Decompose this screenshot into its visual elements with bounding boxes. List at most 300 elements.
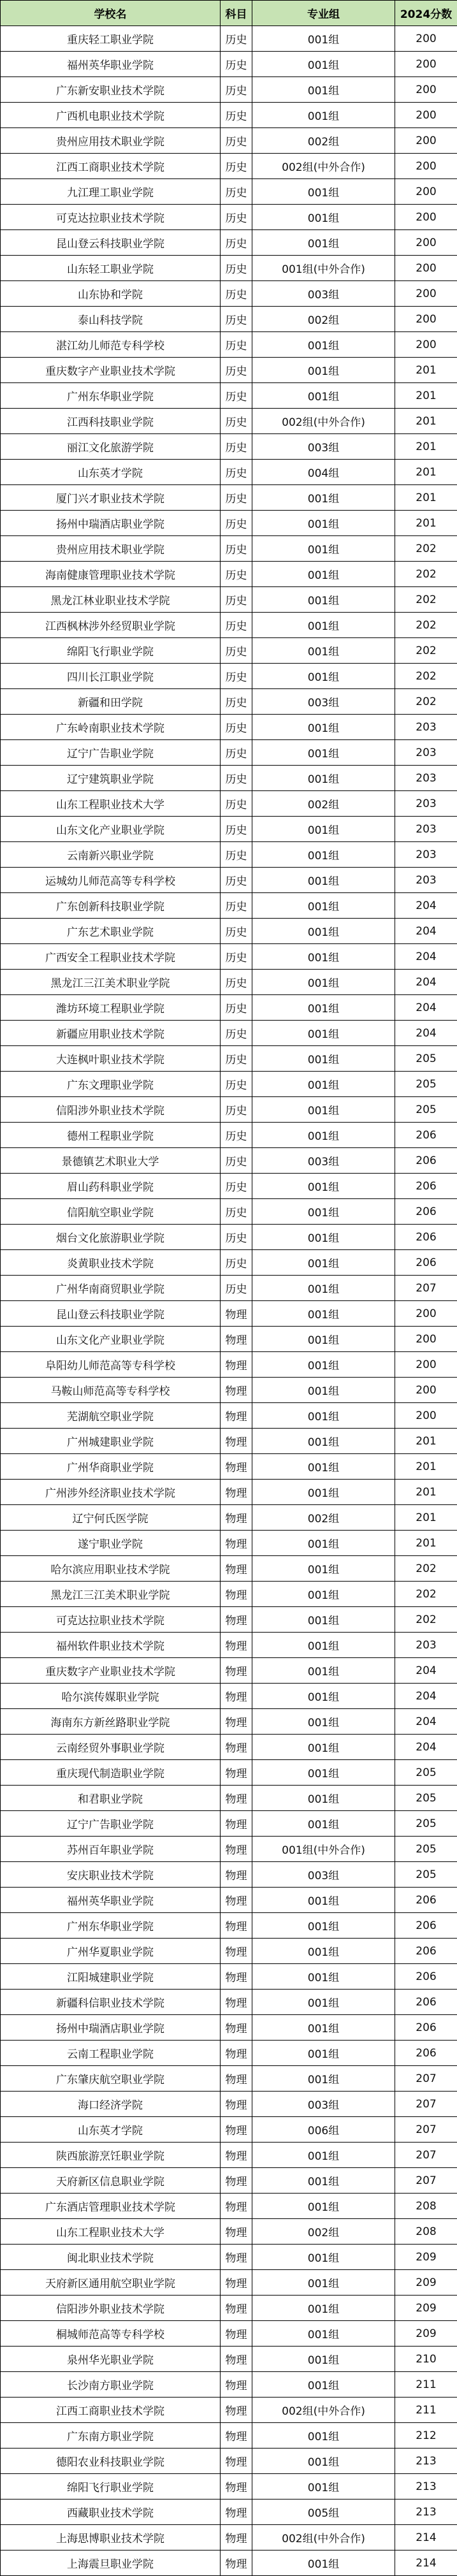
- subject-cell: 物理: [221, 1786, 252, 1811]
- school-name-cell: 阜阳幼儿师范高等专科学校: [1, 1352, 221, 1378]
- subject-cell: 物理: [221, 1556, 252, 1582]
- table-row: [1, 536, 457, 562]
- table-body: [1, 26, 457, 2576]
- table-row: [1, 740, 457, 766]
- score-cell: 207: [395, 2143, 457, 2168]
- school-name-cell: 广州涉外经济职业技术学院: [1, 1480, 221, 1505]
- score-cell: 207: [395, 1276, 457, 1301]
- major-group-cell: 001组: [252, 817, 395, 842]
- table-row: [1, 2449, 457, 2474]
- major-group-cell: 001组: [252, 1658, 395, 1684]
- school-name-cell: 新疆和田学院: [1, 689, 221, 715]
- school-name-cell: 苏州百年职业学院: [1, 1837, 221, 1862]
- score-cell: 206: [395, 1990, 457, 2015]
- major-group-cell: 001组: [252, 2041, 395, 2066]
- subject-cell: 物理: [221, 2168, 252, 2194]
- subject-cell: 物理: [221, 1301, 252, 1327]
- table-row: [1, 256, 457, 281]
- school-name-cell: 辽宁广告职业学院: [1, 740, 221, 766]
- school-name-cell: 潍坊环境工程职业学院: [1, 995, 221, 1021]
- score-cell: 213: [395, 2500, 457, 2525]
- subject-cell: 物理: [221, 2143, 252, 2168]
- subject-cell: 历史: [221, 664, 252, 689]
- subject-cell: 历史: [221, 944, 252, 970]
- column-header-subject: 科目: [221, 1, 252, 26]
- score-cell: 211: [395, 2398, 457, 2423]
- table-row: [1, 1352, 457, 1378]
- school-name-cell: 哈尔滨应用职业技术学院: [1, 1556, 221, 1582]
- table-row: [1, 1939, 457, 1964]
- major-group-cell: 001组: [252, 1633, 395, 1658]
- subject-cell: 历史: [221, 995, 252, 1021]
- school-name-cell: 西藏职业技术学院: [1, 2500, 221, 2525]
- major-group-cell: 001组: [252, 740, 395, 766]
- subject-cell: 历史: [221, 740, 252, 766]
- score-cell: 205: [395, 1760, 457, 1786]
- score-cell: 205: [395, 1811, 457, 1837]
- major-group-cell: 001组: [252, 1735, 395, 1760]
- major-group-cell: 001组: [252, 2423, 395, 2449]
- major-group-cell: 001组: [252, 587, 395, 613]
- school-name-cell: 重庆数字产业职业技术学院: [1, 1658, 221, 1684]
- major-group-cell: 002组(中外合作): [252, 2398, 395, 2423]
- major-group-cell: 001组: [252, 1531, 395, 1556]
- school-name-cell: 泉州华光职业学院: [1, 2347, 221, 2372]
- subject-cell: 物理: [221, 2092, 252, 2117]
- major-group-cell: 001组: [252, 2372, 395, 2398]
- major-group-cell: 001组: [252, 868, 395, 893]
- school-name-cell: 福州英华职业学院: [1, 52, 221, 77]
- subject-cell: 物理: [221, 1505, 252, 1531]
- major-group-cell: 002组(中外合作): [252, 154, 395, 179]
- subject-cell: 物理: [221, 2041, 252, 2066]
- score-cell: 205: [395, 1837, 457, 1862]
- table-row: [1, 2117, 457, 2143]
- table-row: [1, 1276, 457, 1301]
- table-row: [1, 1531, 457, 1556]
- subject-cell: 物理: [221, 2117, 252, 2143]
- score-cell: 206: [395, 1913, 457, 1939]
- score-cell: 208: [395, 2194, 457, 2219]
- school-name-cell: 黑龙江三江美术职业学院: [1, 970, 221, 995]
- major-group-cell: 006组: [252, 2117, 395, 2143]
- school-name-cell: 扬州中瑞酒店职业学院: [1, 2015, 221, 2041]
- score-cell: 203: [395, 766, 457, 791]
- major-group-cell: 001组(中外合作): [252, 256, 395, 281]
- school-name-cell: 上海思博职业技术学院: [1, 2525, 221, 2551]
- school-name-cell: 信阳航空职业学院: [1, 1199, 221, 1225]
- column-header-2024-score: 2024分数: [395, 1, 457, 26]
- school-name-cell: 辽宁建筑职业学院: [1, 766, 221, 791]
- school-name-cell: 广东创新科技职业学院: [1, 893, 221, 919]
- major-group-cell: 001组: [252, 664, 395, 689]
- table-row: [1, 1429, 457, 1454]
- school-name-cell: 海南健康管理职业技术学院: [1, 562, 221, 587]
- table-header: [1, 1, 457, 26]
- table-row: [1, 128, 457, 154]
- score-cell: 208: [395, 2219, 457, 2245]
- school-name-cell: 广州东华职业学院: [1, 383, 221, 409]
- table-row: [1, 1301, 457, 1327]
- school-name-cell: 安庆职业技术学院: [1, 1862, 221, 1888]
- table-row: [1, 2245, 457, 2270]
- score-cell: 200: [395, 307, 457, 332]
- table-row: [1, 2270, 457, 2296]
- school-name-cell: 广州华商职业学院: [1, 1454, 221, 1480]
- subject-cell: 历史: [221, 587, 252, 613]
- table-row: [1, 2168, 457, 2194]
- school-name-cell: 泰山科技学院: [1, 307, 221, 332]
- major-group-cell: 001组: [252, 511, 395, 536]
- subject-cell: 物理: [221, 2321, 252, 2347]
- subject-cell: 物理: [221, 1862, 252, 1888]
- score-cell: 200: [395, 179, 457, 205]
- major-group-cell: 003组: [252, 2092, 395, 2117]
- school-name-cell: 山东文化产业职业学院: [1, 817, 221, 842]
- subject-cell: 物理: [221, 1990, 252, 2015]
- school-name-cell: 山东工程职业技术大学: [1, 791, 221, 817]
- table-row: [1, 1837, 457, 1862]
- subject-cell: 物理: [221, 2372, 252, 2398]
- subject-cell: 历史: [221, 817, 252, 842]
- subject-cell: 历史: [221, 358, 252, 383]
- table-row: [1, 154, 457, 179]
- table-row: [1, 1046, 457, 1072]
- school-name-cell: 云南工程职业学院: [1, 2041, 221, 2066]
- school-name-cell: 广西安全工程职业技术学院: [1, 944, 221, 970]
- major-group-cell: 001组: [252, 1046, 395, 1072]
- score-cell: 212: [395, 2423, 457, 2449]
- score-cell: 200: [395, 1378, 457, 1403]
- school-name-cell: 新疆科信职业技术学院: [1, 1990, 221, 2015]
- subject-cell: 历史: [221, 970, 252, 995]
- subject-cell: 物理: [221, 2398, 252, 2423]
- major-group-cell: 001组: [252, 103, 395, 128]
- major-group-cell: 001组: [252, 613, 395, 638]
- major-group-cell: 002组: [252, 128, 395, 154]
- score-cell: 200: [395, 1403, 457, 1429]
- subject-cell: 历史: [221, 103, 252, 128]
- table-row: [1, 2525, 457, 2551]
- table-row: [1, 1786, 457, 1811]
- table-row: [1, 2474, 457, 2500]
- score-cell: 205: [395, 1072, 457, 1097]
- table-row: [1, 307, 457, 332]
- table-row: [1, 995, 457, 1021]
- school-name-cell: 扬州中瑞酒店职业学院: [1, 511, 221, 536]
- table-row: [1, 2066, 457, 2092]
- school-name-cell: 上海震旦职业学院: [1, 2551, 221, 2576]
- major-group-cell: 001组: [252, 638, 395, 664]
- major-group-cell: 001组: [252, 893, 395, 919]
- school-name-cell: 九江理工职业学院: [1, 179, 221, 205]
- score-cell: 214: [395, 2525, 457, 2551]
- table-row: [1, 77, 457, 103]
- table-row: [1, 1811, 457, 1837]
- major-group-cell: 001组: [252, 1378, 395, 1403]
- table-row: [1, 1735, 457, 1760]
- table-row: [1, 1582, 457, 1607]
- subject-cell: 物理: [221, 1429, 252, 1454]
- subject-cell: 物理: [221, 2500, 252, 2525]
- subject-cell: 物理: [221, 1760, 252, 1786]
- school-name-cell: 海口经济学院: [1, 2092, 221, 2117]
- table-row: [1, 1505, 457, 1531]
- major-group-cell: 001组: [252, 1123, 395, 1148]
- table-row: [1, 1658, 457, 1684]
- major-group-cell: 001组: [252, 1072, 395, 1097]
- major-group-cell: 001组: [252, 52, 395, 77]
- score-cell: 214: [395, 2551, 457, 2576]
- subject-cell: 物理: [221, 1582, 252, 1607]
- table-row: [1, 970, 457, 995]
- table-row: [1, 689, 457, 715]
- school-name-cell: 长沙南方职业学院: [1, 2372, 221, 2398]
- major-group-cell: 001组: [252, 2347, 395, 2372]
- major-group-cell: 001组: [252, 2168, 395, 2194]
- subject-cell: 历史: [221, 842, 252, 868]
- subject-cell: 历史: [221, 1123, 252, 1148]
- table-row: [1, 179, 457, 205]
- table-row: [1, 2015, 457, 2041]
- major-group-cell: 001组: [252, 1582, 395, 1607]
- school-name-cell: 贵州应用技术职业学院: [1, 128, 221, 154]
- subject-cell: 历史: [221, 638, 252, 664]
- score-cell: 205: [395, 1046, 457, 1072]
- school-name-cell: 广州华南商贸职业学院: [1, 1276, 221, 1301]
- subject-cell: 物理: [221, 1709, 252, 1735]
- table-row: [1, 1378, 457, 1403]
- major-group-cell: 001组: [252, 536, 395, 562]
- subject-cell: 历史: [221, 689, 252, 715]
- table-row: [1, 1633, 457, 1658]
- subject-cell: 历史: [221, 715, 252, 740]
- score-cell: 202: [395, 1607, 457, 1633]
- score-cell: 201: [395, 383, 457, 409]
- school-name-cell: 丽江文化旅游学院: [1, 434, 221, 460]
- major-group-cell: 001组: [252, 1684, 395, 1709]
- table-row: [1, 2398, 457, 2423]
- subject-cell: 物理: [221, 2347, 252, 2372]
- score-cell: 201: [395, 1480, 457, 1505]
- major-group-cell: 001组: [252, 2194, 395, 2219]
- score-cell: 204: [395, 944, 457, 970]
- table-row: [1, 2321, 457, 2347]
- subject-cell: 历史: [221, 1021, 252, 1046]
- subject-cell: 物理: [221, 1378, 252, 1403]
- score-cell: 200: [395, 128, 457, 154]
- major-group-cell: 001组: [252, 1480, 395, 1505]
- major-group-cell: 004组: [252, 460, 395, 485]
- table-row: [1, 613, 457, 638]
- school-name-cell: 可克达拉职业技术学院: [1, 205, 221, 230]
- table-row: [1, 2143, 457, 2168]
- score-cell: 206: [395, 1148, 457, 1174]
- major-group-cell: 001组: [252, 766, 395, 791]
- major-group-cell: 001组: [252, 2245, 395, 2270]
- school-name-cell: 山东英才学院: [1, 2117, 221, 2143]
- subject-cell: 历史: [221, 256, 252, 281]
- table-row: [1, 1454, 457, 1480]
- subject-cell: 物理: [221, 2423, 252, 2449]
- school-name-cell: 重庆数字产业职业技术学院: [1, 358, 221, 383]
- subject-cell: 历史: [221, 307, 252, 332]
- major-group-cell: 001组: [252, 2270, 395, 2296]
- major-group-cell: 001组: [252, 2296, 395, 2321]
- table-row: [1, 1556, 457, 1582]
- subject-cell: 物理: [221, 2525, 252, 2551]
- school-name-cell: 德阳农业科技职业学院: [1, 2449, 221, 2474]
- table-row: [1, 460, 457, 485]
- score-cell: 202: [395, 562, 457, 587]
- subject-cell: 历史: [221, 1174, 252, 1199]
- table-row: [1, 1021, 457, 1046]
- score-cell: 200: [395, 230, 457, 256]
- score-cell: 200: [395, 256, 457, 281]
- subject-cell: 历史: [221, 409, 252, 434]
- school-name-cell: 昆山登云科技职业学院: [1, 1301, 221, 1327]
- score-cell: 200: [395, 1327, 457, 1352]
- score-cell: 205: [395, 1786, 457, 1811]
- major-group-cell: 001组: [252, 1429, 395, 1454]
- school-name-cell: 昆山登云科技职业学院: [1, 230, 221, 256]
- table-row: [1, 791, 457, 817]
- table-row: [1, 434, 457, 460]
- table-row: [1, 2092, 457, 2117]
- table-row: [1, 26, 457, 52]
- score-cell: 206: [395, 1888, 457, 1913]
- table-row: [1, 1250, 457, 1276]
- school-name-cell: 云南经贸外事职业学院: [1, 1735, 221, 1760]
- major-group-cell: 001组: [252, 1913, 395, 1939]
- score-cell: 206: [395, 2015, 457, 2041]
- subject-cell: 历史: [221, 77, 252, 103]
- subject-cell: 物理: [221, 1403, 252, 1429]
- score-cell: 206: [395, 2041, 457, 2066]
- table-row: [1, 1403, 457, 1429]
- subject-cell: 物理: [221, 1607, 252, 1633]
- school-name-cell: 大连枫叶职业技术学院: [1, 1046, 221, 1072]
- school-name-cell: 湛江幼儿师范专科学校: [1, 332, 221, 358]
- school-name-cell: 天府新区信息职业学院: [1, 2168, 221, 2194]
- school-name-cell: 广东肇庆航空职业学院: [1, 2066, 221, 2092]
- school-name-cell: 广州城建职业学院: [1, 1429, 221, 1454]
- subject-cell: 历史: [221, 383, 252, 409]
- major-group-cell: 001组: [252, 1327, 395, 1352]
- score-cell: 204: [395, 995, 457, 1021]
- score-cell: 200: [395, 281, 457, 307]
- score-cell: 201: [395, 460, 457, 485]
- school-name-cell: 马鞍山师范高等专科学校: [1, 1378, 221, 1403]
- score-cell: 200: [395, 103, 457, 128]
- school-name-cell: 黑龙江三江美术职业学院: [1, 1582, 221, 1607]
- subject-cell: 物理: [221, 1327, 252, 1352]
- table-row: [1, 2372, 457, 2398]
- score-cell: 205: [395, 1862, 457, 1888]
- school-name-cell: 哈尔滨传媒职业学院: [1, 1684, 221, 1709]
- major-group-cell: 001组: [252, 1556, 395, 1582]
- major-group-cell: 001组: [252, 1964, 395, 1990]
- major-group-cell: 001组: [252, 2143, 395, 2168]
- score-cell: 203: [395, 1633, 457, 1658]
- table-row: [1, 1148, 457, 1174]
- major-group-cell: 002组(中外合作): [252, 2525, 395, 2551]
- subject-cell: 历史: [221, 1046, 252, 1072]
- school-name-cell: 天府新区通用航空职业学院: [1, 2270, 221, 2296]
- score-cell: 206: [395, 1939, 457, 1964]
- subject-cell: 历史: [221, 179, 252, 205]
- school-name-cell: 重庆现代制造职业学院: [1, 1760, 221, 1786]
- major-group-cell: 001组: [252, 1403, 395, 1429]
- major-group-cell: 001组: [252, 332, 395, 358]
- school-name-cell: 黑龙江林业职业技术学院: [1, 587, 221, 613]
- table-row: [1, 2500, 457, 2525]
- score-cell: 200: [395, 332, 457, 358]
- subject-cell: 历史: [221, 613, 252, 638]
- school-name-cell: 江西科技职业学院: [1, 409, 221, 434]
- score-cell: 201: [395, 1505, 457, 1531]
- score-cell: 206: [395, 1225, 457, 1250]
- subject-cell: 物理: [221, 1811, 252, 1837]
- subject-cell: 物理: [221, 1684, 252, 1709]
- table-row: [1, 1709, 457, 1735]
- score-cell: 205: [395, 1097, 457, 1123]
- school-name-cell: 贵州应用技术职业学院: [1, 536, 221, 562]
- major-group-cell: 001组: [252, 2551, 395, 2576]
- subject-cell: 物理: [221, 1964, 252, 1990]
- major-group-cell: 001组: [252, 1250, 395, 1276]
- major-group-cell: 001组: [252, 1607, 395, 1633]
- score-cell: 203: [395, 791, 457, 817]
- major-group-cell: 001组: [252, 1811, 395, 1837]
- score-cell: 203: [395, 817, 457, 842]
- score-cell: 203: [395, 740, 457, 766]
- table-row: [1, 485, 457, 511]
- major-group-cell: 001组: [252, 1786, 395, 1811]
- school-name-cell: 江西枫林涉外经贸职业学院: [1, 613, 221, 638]
- score-cell: 200: [395, 77, 457, 103]
- subject-cell: 物理: [221, 2245, 252, 2270]
- major-group-cell: 001组: [252, 1199, 395, 1225]
- major-group-cell: 003组: [252, 1862, 395, 1888]
- table-row: [1, 358, 457, 383]
- score-cell: 206: [395, 1964, 457, 1990]
- table-row: [1, 868, 457, 893]
- table-row: [1, 944, 457, 970]
- score-cell: 203: [395, 715, 457, 740]
- score-cell: 209: [395, 2296, 457, 2321]
- table-row: [1, 919, 457, 944]
- school-name-cell: 厦门兴才职业技术学院: [1, 485, 221, 511]
- table-row: [1, 205, 457, 230]
- score-cell: 204: [395, 1684, 457, 1709]
- school-name-cell: 炎黄职业技术学院: [1, 1250, 221, 1276]
- major-group-cell: 001组: [252, 2015, 395, 2041]
- score-cell: 201: [395, 1454, 457, 1480]
- school-name-cell: 德州工程职业学院: [1, 1123, 221, 1148]
- table-row: [1, 2194, 457, 2219]
- score-cell: 202: [395, 613, 457, 638]
- subject-cell: 历史: [221, 766, 252, 791]
- major-group-cell: 001组: [252, 230, 395, 256]
- major-group-cell: 001组: [252, 2449, 395, 2474]
- subject-cell: 历史: [221, 154, 252, 179]
- table-row: [1, 332, 457, 358]
- major-group-cell: 001组: [252, 1174, 395, 1199]
- subject-cell: 物理: [221, 2194, 252, 2219]
- subject-cell: 历史: [221, 536, 252, 562]
- school-name-cell: 山东协和学院: [1, 281, 221, 307]
